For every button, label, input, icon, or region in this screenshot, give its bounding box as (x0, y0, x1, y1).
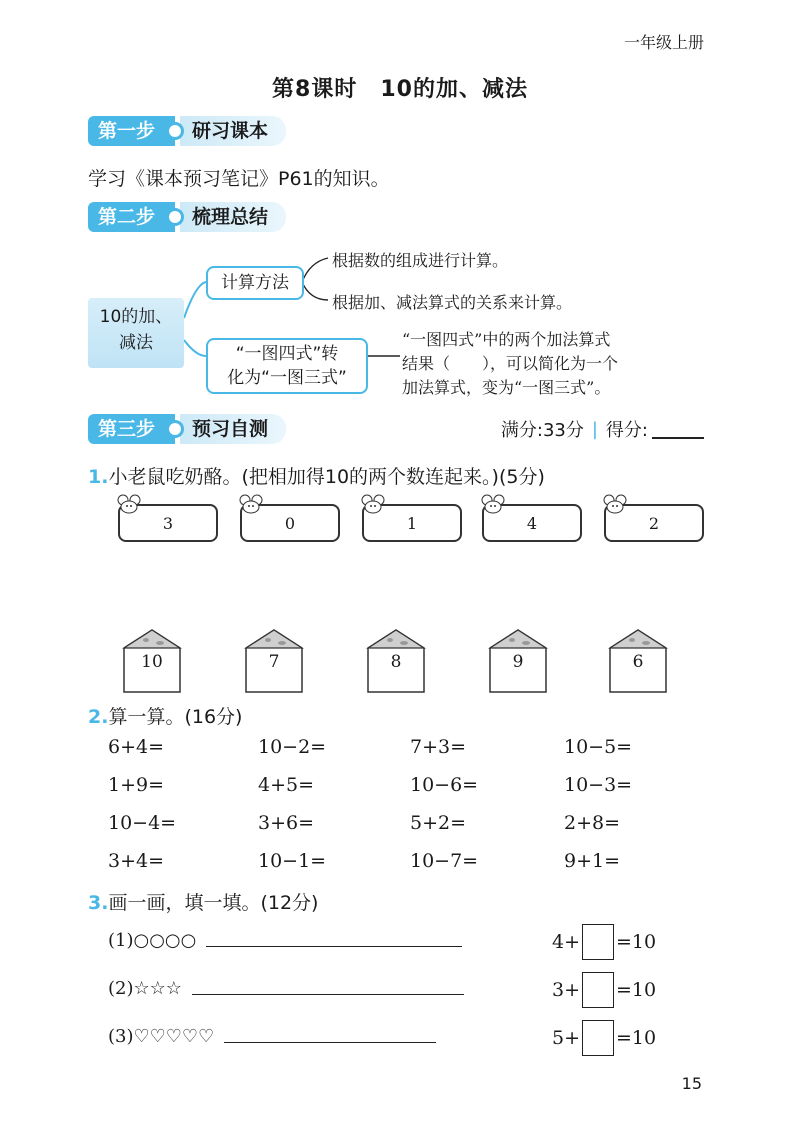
step1-text: 学习《课本预习笔记》P61的知识。 (88, 168, 390, 190)
fill-equation (552, 1020, 656, 1056)
mindmap-root-line2: 减法 (119, 333, 153, 353)
mouse-card[interactable] (604, 504, 704, 542)
q1-text: 小老鼠吃奶酪。(把相加得10的两个数连起来。)(5分) (108, 466, 545, 488)
fill-equation (552, 924, 656, 960)
draw-row-label: (1)○○○○ (108, 930, 197, 951)
bullet-dot-icon (166, 208, 184, 226)
calc-item[interactable]: 1+9= (108, 774, 165, 796)
calc-item[interactable]: 7+3= (410, 736, 467, 758)
draw-row-label: (3)♡♡♡♡♡ (108, 1026, 215, 1047)
mindmap-branch2-line1: “一图四式”转 (235, 344, 339, 364)
step3-name: 预习自测 (180, 414, 286, 444)
cheese-card[interactable] (122, 628, 182, 694)
draw-row-label: (2)☆☆☆ (108, 978, 182, 999)
score-area (501, 416, 704, 442)
mouse-icon (116, 492, 144, 516)
q3-heading (88, 888, 318, 915)
equation-right: =10 (616, 979, 657, 1001)
draw-answer-line[interactable] (206, 945, 462, 947)
q1-number: 1. (88, 466, 109, 488)
mindmap-branch-method: 计算方法 (206, 266, 304, 300)
mindmap-note-line2: 结果（ ），可以简化为一个 (402, 354, 619, 373)
calc-item[interactable]: 2+8= (564, 812, 621, 834)
step3-banner (88, 412, 286, 446)
calc-item[interactable]: 5+2= (410, 812, 467, 834)
step1-tag: 第一步 (88, 116, 175, 146)
mouse-card[interactable] (118, 504, 218, 542)
calc-item[interactable]: 10−1= (258, 850, 327, 872)
answer-box[interactable] (582, 924, 614, 960)
mindmap-note (402, 328, 618, 400)
equation-right: =10 (616, 1027, 657, 1049)
mouse-icon (238, 492, 266, 516)
mouse-icon (480, 492, 508, 516)
q2-number: 2. (88, 706, 109, 728)
cheese-card[interactable] (366, 628, 426, 694)
mouse-card[interactable] (240, 504, 340, 542)
draw-answer-line[interactable] (192, 993, 464, 995)
cheese-card[interactable] (608, 628, 668, 694)
cheese-number: 8 (390, 652, 402, 672)
draw-row (108, 1026, 436, 1047)
step2-name: 梳理总结 (180, 202, 286, 232)
q3-text: 画一画，填一填。(12分) (108, 892, 319, 914)
answer-box[interactable] (582, 972, 614, 1008)
cheese-number: 10 (141, 652, 163, 672)
fill-equation (552, 972, 656, 1008)
mouse-number: 4 (526, 513, 538, 533)
equation-left: 5+ (552, 1027, 581, 1049)
mouse-number: 3 (162, 513, 174, 533)
mindmap-root (88, 298, 184, 368)
mindmap-root-line1: 10的加、 (99, 307, 173, 327)
q1-heading (88, 462, 545, 489)
step1-name: 研习课本 (180, 116, 286, 146)
mouse-icon (602, 492, 630, 516)
cheese-card[interactable] (244, 628, 304, 694)
q3-number: 3. (88, 892, 109, 914)
draw-row (108, 930, 462, 951)
mindmap-branch2-line2: 化为“一图三式” (227, 368, 347, 388)
calc-item[interactable]: 3+4= (108, 850, 165, 872)
draw-answer-line[interactable] (224, 1041, 436, 1043)
score-blank[interactable] (652, 419, 704, 439)
mouse-card[interactable] (362, 504, 462, 542)
bullet-dot-icon (166, 420, 184, 438)
mindmap-branch-convert (206, 338, 368, 394)
mindmap-leaf-1: 根据数的组成进行计算。 (332, 251, 509, 270)
cheese-number: 7 (268, 652, 280, 672)
calc-item[interactable]: 10−7= (410, 850, 479, 872)
equation-left: 3+ (552, 979, 581, 1001)
mouse-number: 1 (406, 513, 418, 533)
calc-item[interactable]: 10−6= (410, 774, 479, 796)
calc-item[interactable]: 10−3= (564, 774, 633, 796)
page-number: 15 (681, 1074, 702, 1093)
step3-tag: 第三步 (88, 414, 175, 444)
cheese-number: 9 (512, 652, 524, 672)
q2-heading (88, 702, 242, 729)
calc-item[interactable]: 6+4= (108, 736, 165, 758)
mindmap-leaf-2: 根据加、减法算式的关系来计算。 (332, 293, 573, 312)
score-total: 满分:33分 (500, 420, 584, 441)
mindmap-note-line3: 加法算式，变为“一图三式”。 (402, 378, 611, 397)
calc-item[interactable]: 10−4= (108, 812, 177, 834)
score-separator: | (591, 418, 598, 440)
score-label: 得分: (605, 420, 648, 441)
mouse-number: 2 (648, 513, 660, 533)
bullet-dot-icon (166, 122, 184, 140)
calc-item[interactable]: 9+1= (564, 850, 621, 872)
cheese-number: 6 (632, 652, 644, 672)
calc-item[interactable]: 3+6= (258, 812, 315, 834)
draw-row (108, 978, 464, 999)
calc-item[interactable]: 4+5= (258, 774, 315, 796)
mindmap-note-line1: “一图四式”中的两个加法算式 (402, 330, 611, 349)
calc-item[interactable]: 10−5= (564, 736, 633, 758)
equation-right: =10 (616, 931, 657, 953)
answer-box[interactable] (582, 1020, 614, 1056)
q2-text: 算一算。(16分) (108, 706, 243, 728)
mouse-icon (360, 492, 388, 516)
mouse-card[interactable] (482, 504, 582, 542)
lesson-title: 第8课时 10的加、减法 (272, 77, 528, 102)
cheese-card[interactable] (488, 628, 548, 694)
calc-item[interactable]: 10−2= (258, 736, 327, 758)
step2-tag: 第二步 (88, 202, 175, 232)
grade-label: 一年级上册 (623, 33, 704, 52)
equation-left: 4+ (552, 931, 581, 953)
mouse-number: 0 (284, 513, 296, 533)
